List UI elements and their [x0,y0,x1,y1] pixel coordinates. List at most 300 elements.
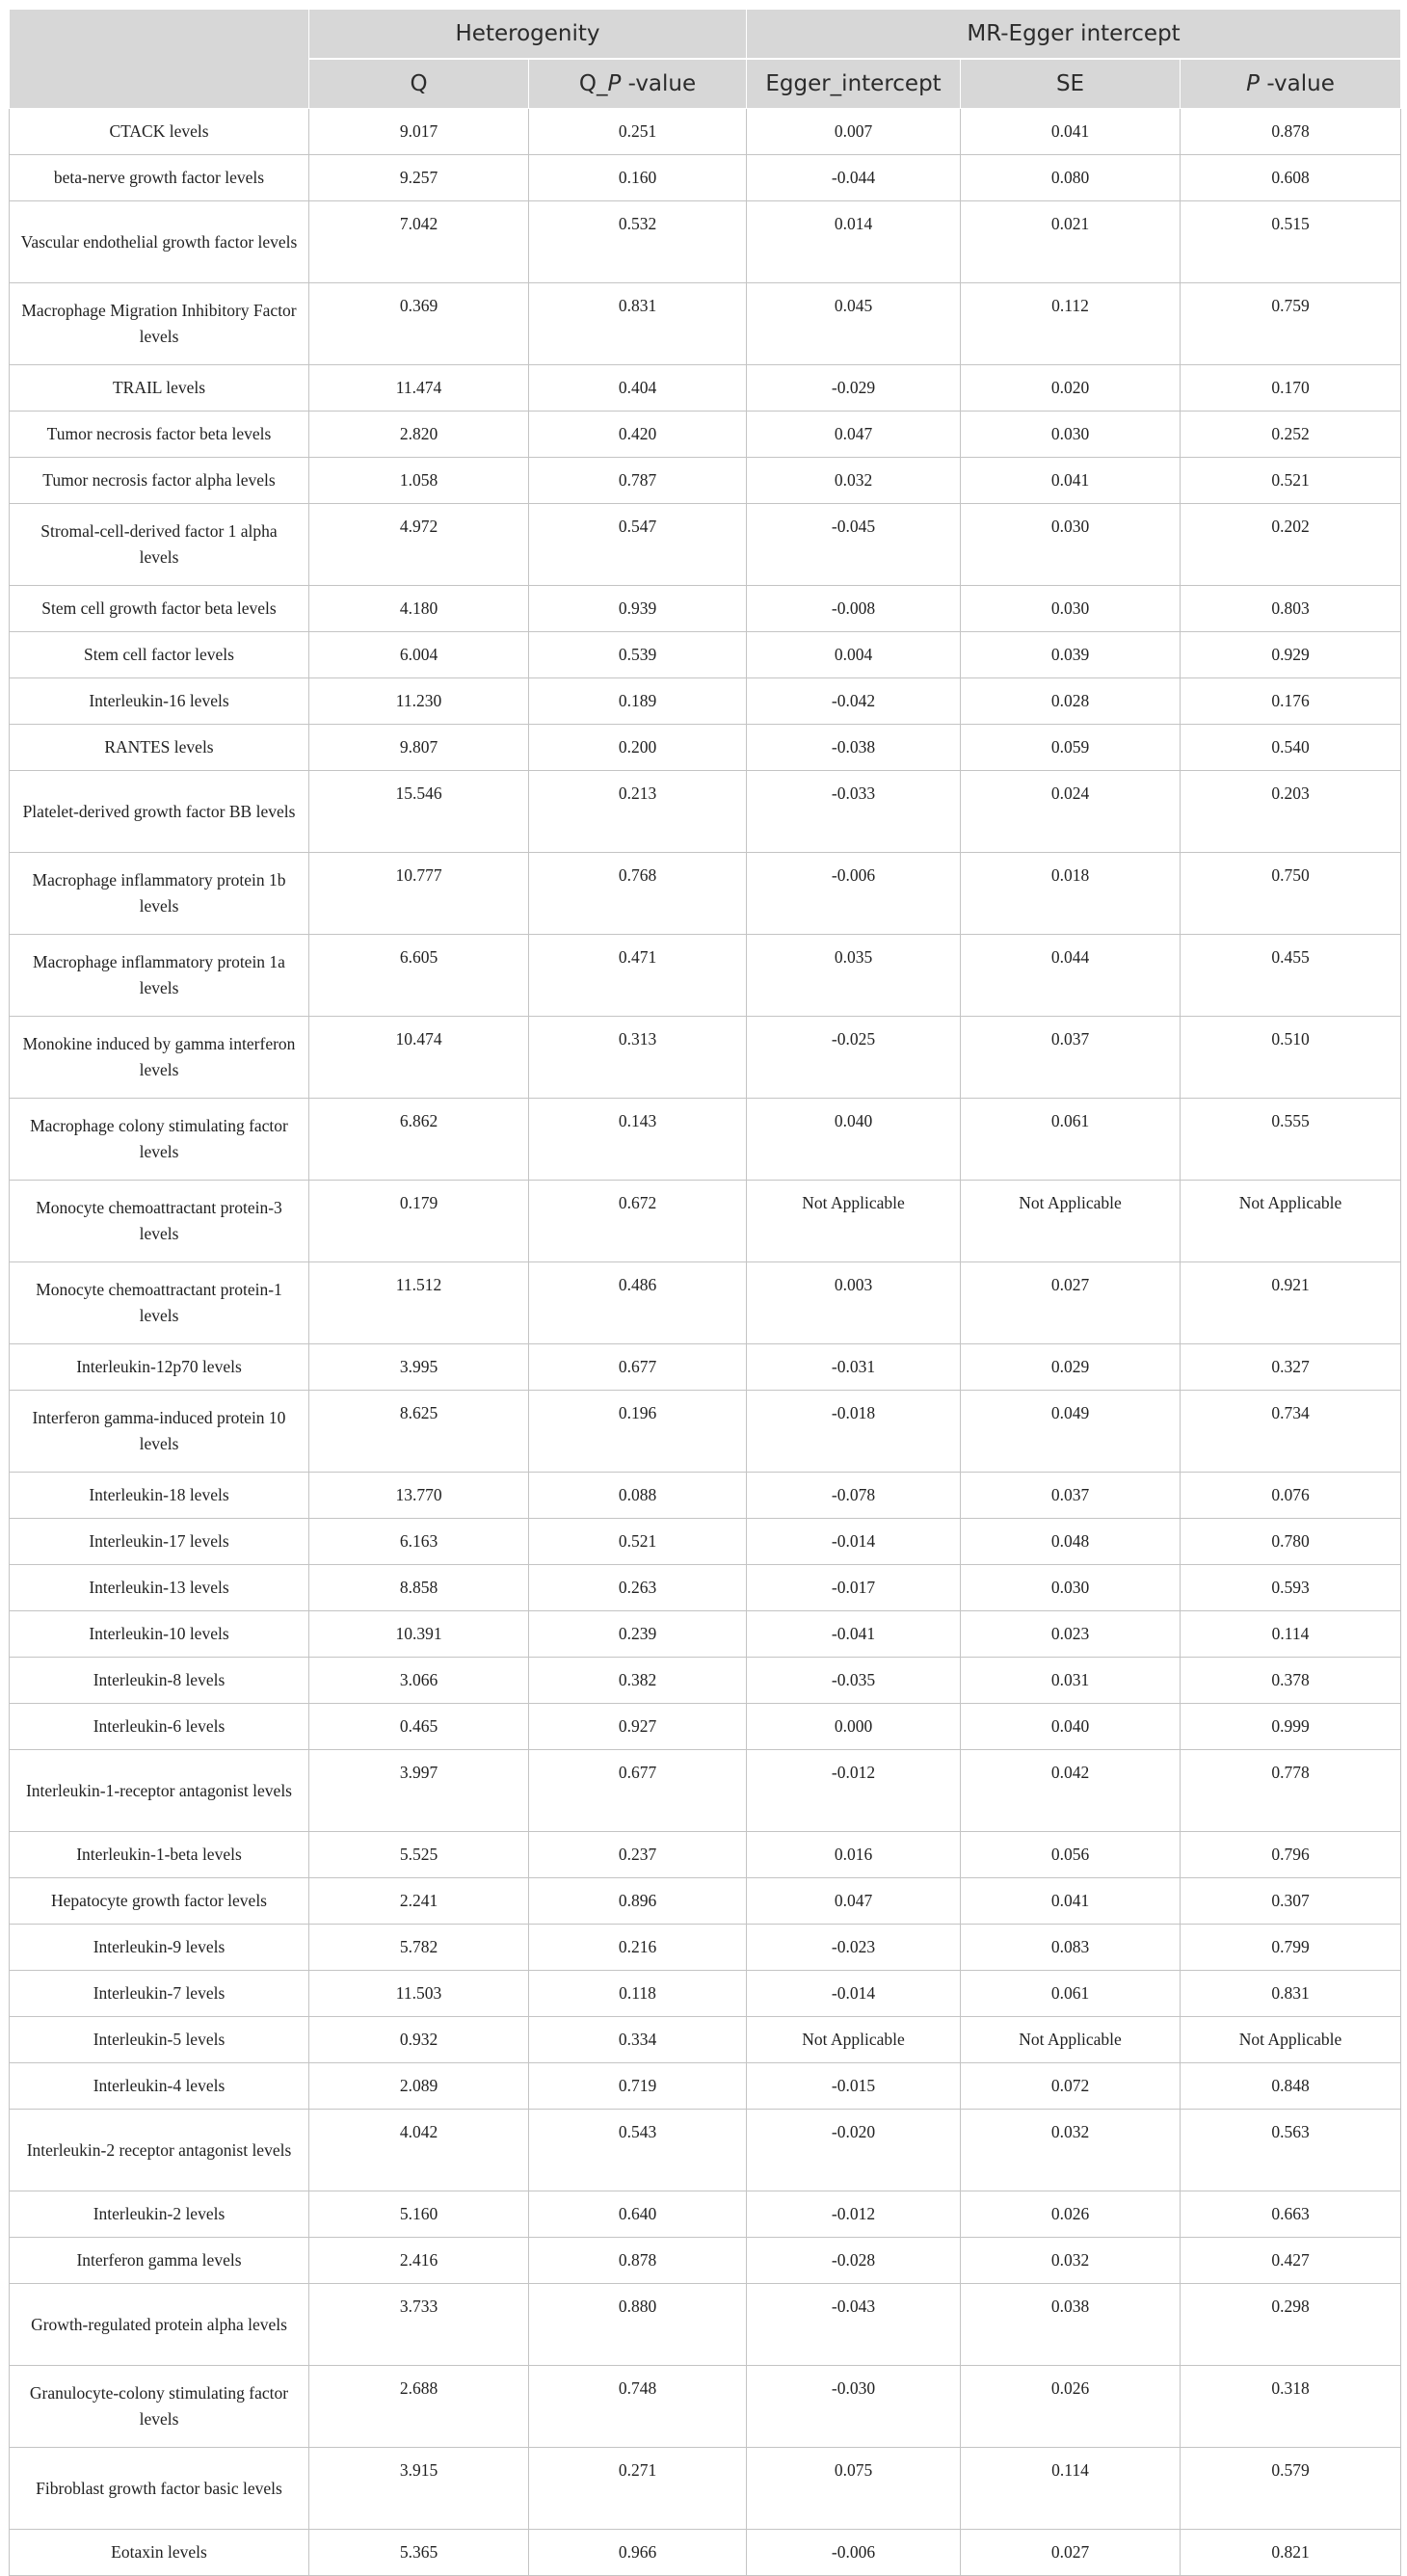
cytokine-cell: Macrophage colony stimulating factor levels [10,1099,309,1181]
q-cell: 8.858 [309,1565,529,1611]
table-row [10,1473,1401,1519]
se-cell: 0.112 [961,283,1181,365]
egger-intercept-cell: -0.025 [747,1017,961,1099]
egger-intercept-cell: -0.006 [747,853,961,935]
table-row [10,109,1401,155]
p-value-cell: 0.252 [1181,412,1401,458]
se-cell: 0.027 [961,2530,1181,2576]
table-row [10,1262,1401,1344]
cytokine-cell: Interleukin-10 levels [10,1611,309,1658]
cytokine-cell: Macrophage inflammatory protein 1b levels [10,853,309,935]
egger-intercept-cell: -0.028 [747,2238,961,2284]
p-value-cell: 0.170 [1181,365,1401,412]
p-value-cell: 0.427 [1181,2238,1401,2284]
p-value-cell: Not Applicable [1181,2017,1401,2063]
q-p-value-cell: 0.251 [529,109,747,155]
cytokine-cell: Interleukin-6 levels [10,1704,309,1750]
egger-intercept-cell: -0.014 [747,1519,961,1565]
q-cell: 7.042 [309,201,529,283]
p-value-cell: 0.203 [1181,771,1401,853]
table-row [10,1017,1401,1099]
egger-intercept-cell: -0.014 [747,1971,961,2017]
se-cell: 0.021 [961,201,1181,283]
q-p-value-cell: 0.748 [529,2366,747,2448]
q-p-value-cell: 0.420 [529,412,747,458]
egger-intercept-cell: Not Applicable [747,2017,961,2063]
table-row [10,1344,1401,1391]
q-p-value-cell: 0.927 [529,1704,747,1750]
table-row [10,283,1401,365]
q-p-value-cell: 0.313 [529,1017,747,1099]
cytokine-cell: Vascular endothelial growth factor levels [10,201,309,283]
se-cell: 0.041 [961,458,1181,504]
p-value-cell: 0.318 [1181,2366,1401,2448]
q-p-value-cell: 0.672 [529,1181,747,1262]
se-cell: 0.083 [961,1925,1181,1971]
q-cell: 0.465 [309,1704,529,1750]
se-cell: 0.040 [961,1704,1181,1750]
egger-intercept-cell: 0.035 [747,935,961,1017]
p-value-cell: 0.608 [1181,155,1401,201]
egger-intercept-cell: 0.032 [747,458,961,504]
q-p-value-cell: 0.966 [529,2530,747,2576]
cytokine-cell: Interferon gamma-induced protein 10 levels [10,1391,309,1473]
egger-intercept-cell: 0.075 [747,2448,961,2530]
egger-intercept-cell: -0.020 [747,2110,961,2191]
egger-intercept-cell: -0.017 [747,1565,961,1611]
table-row [10,201,1401,283]
se-cell: 0.032 [961,2110,1181,2191]
cytokine-cell: Macrophage inflammatory protein 1a levels [10,935,309,1017]
q-p-value-cell: 0.532 [529,201,747,283]
q-p-value-column-header [529,59,747,109]
p-value-cell: 0.076 [1181,1473,1401,1519]
q-cell: 5.365 [309,2530,529,2576]
egger-intercept-cell: -0.033 [747,771,961,853]
q-cell: 2.089 [309,2063,529,2110]
cytokine-cell: Hepatocyte growth factor levels [10,1878,309,1925]
cytokine-cell: Stem cell growth factor beta levels [10,586,309,632]
table-row [10,1391,1401,1473]
p-value-cell: 0.778 [1181,1750,1401,1832]
se-cell: 0.030 [961,1565,1181,1611]
egger-intercept-cell: 0.016 [747,1832,961,1878]
q-p-value-cell: 0.334 [529,2017,747,2063]
table-row [10,2017,1401,2063]
cytokine-cell: Monocyte chemoattractant protein-1 levels [10,1262,309,1344]
q-cell: 4.042 [309,2110,529,2191]
se-cell: 0.114 [961,2448,1181,2530]
table-row [10,935,1401,1017]
p-value-cell: 0.878 [1181,109,1401,155]
se-cell: 0.039 [961,632,1181,678]
p-value-cell: 0.455 [1181,935,1401,1017]
p-italic: P [1246,71,1261,96]
table-row [10,1971,1401,2017]
p-value-cell: 0.921 [1181,1262,1401,1344]
p-suffix: -value [1260,71,1335,96]
q-cell: 6.862 [309,1099,529,1181]
se-cell: 0.044 [961,935,1181,1017]
se-cell: 0.041 [961,109,1181,155]
cytokine-cell: Eotaxin levels [10,2530,309,2576]
table-row [10,458,1401,504]
cytokine-cell: Interferon gamma levels [10,2238,309,2284]
p-value-cell: 0.521 [1181,458,1401,504]
cytokine-cell: Macrophage Migration Inhibitory Factor levels [10,283,309,365]
se-cell: 0.030 [961,412,1181,458]
cytokine-cell: Stem cell factor levels [10,632,309,678]
q-p-value-cell: 0.213 [529,771,747,853]
table-row [10,1750,1401,1832]
se-cell: 0.032 [961,2238,1181,2284]
q-cell: 9.017 [309,109,529,155]
p-value-cell: 0.780 [1181,1519,1401,1565]
q-cell: 0.179 [309,1181,529,1262]
se-cell: 0.048 [961,1519,1181,1565]
se-cell: Not Applicable [961,1181,1181,1262]
table-row [10,586,1401,632]
se-cell: 0.023 [961,1611,1181,1658]
se-cell: 0.027 [961,1262,1181,1344]
q-p-value-cell: 0.547 [529,504,747,586]
q-p-value-cell: 0.521 [529,1519,747,1565]
p-value-cell: Not Applicable [1181,1181,1401,1262]
egger-intercept-cell: -0.029 [747,365,961,412]
se-cell: 0.049 [961,1391,1181,1473]
cytokine-cell: Tumor necrosis factor alpha levels [10,458,309,504]
q-cell: 2.820 [309,412,529,458]
q-cell: 2.416 [309,2238,529,2284]
p-value-cell: 0.540 [1181,725,1401,771]
p-value-cell: 0.593 [1181,1565,1401,1611]
q-p-value-cell: 0.768 [529,853,747,935]
p-value-cell: 0.202 [1181,504,1401,586]
q-p-value-cell: 0.543 [529,2110,747,2191]
p-value-cell: 0.307 [1181,1878,1401,1925]
egger-intercept-cell: 0.014 [747,201,961,283]
q-cell: 9.807 [309,725,529,771]
table-row [10,1704,1401,1750]
p-value-cell: 0.750 [1181,853,1401,935]
egger-intercept-cell: 0.007 [747,109,961,155]
table-row [10,2063,1401,2110]
cytokine-cell: Interleukin-8 levels [10,1658,309,1704]
q-cell: 11.503 [309,1971,529,2017]
p-value-cell: 0.799 [1181,1925,1401,1971]
q-cell: 11.512 [309,1262,529,1344]
egger-intercept-cell: 0.000 [747,1704,961,1750]
egger-intercept-cell: -0.045 [747,504,961,586]
egger-intercept-cell: -0.023 [747,1925,961,1971]
q-cell: 6.004 [309,632,529,678]
egger-intercept-cell: -0.008 [747,586,961,632]
p-value-cell: 0.378 [1181,1658,1401,1704]
table-row [10,365,1401,412]
p-value-cell: 0.515 [1181,201,1401,283]
q-cell: 10.474 [309,1017,529,1099]
se-cell: 0.059 [961,725,1181,771]
se-column-header: SE [961,59,1181,109]
p-value-cell: 0.176 [1181,678,1401,725]
se-cell: 0.026 [961,2366,1181,2448]
cytokine-cell: Interleukin-7 levels [10,1971,309,2017]
table-row [10,1925,1401,1971]
cytokine-cell: Stromal-cell-derived factor 1 alpha levels [10,504,309,586]
q-cell: 10.391 [309,1611,529,1658]
cytokine-cell: Interleukin-12p70 levels [10,1344,309,1391]
cytokine-cell: Interleukin-4 levels [10,2063,309,2110]
cytokine-cell: Interleukin-5 levels [10,2017,309,2063]
q-cell: 3.995 [309,1344,529,1391]
q-cell: 4.180 [309,586,529,632]
q-p-value-cell: 0.404 [529,365,747,412]
q-p-value-cell: 0.200 [529,725,747,771]
p-value-cell: 0.563 [1181,2110,1401,2191]
q-p-value-cell: 0.382 [529,1658,747,1704]
cytokine-cell: Granulocyte-colony stimulating factor levels [10,2366,309,2448]
q-p-value-cell: 0.539 [529,632,747,678]
p-value-cell: 0.848 [1181,2063,1401,2110]
cytokine-cell: beta-nerve growth factor levels [10,155,309,201]
se-cell: 0.031 [961,1658,1181,1704]
table-row [10,1611,1401,1658]
p-value-cell: 0.114 [1181,1611,1401,1658]
cytokine-cell: Interleukin-1-receptor antagonist levels [10,1750,309,1832]
cytokine-cell: Interleukin-17 levels [10,1519,309,1565]
egger-intercept-cell: -0.006 [747,2530,961,2576]
egger-intercept-cell: 0.004 [747,632,961,678]
p-value-cell: 0.831 [1181,1971,1401,2017]
q-cell: 9.257 [309,155,529,201]
q-cell: 5.782 [309,1925,529,1971]
q-cell: 10.777 [309,853,529,935]
p-value-cell: 0.555 [1181,1099,1401,1181]
cytokine-cell: CTACK levels [10,109,309,155]
egger-intercept-cell: 0.040 [747,1099,961,1181]
q-cell: 11.230 [309,678,529,725]
table-row [10,2284,1401,2366]
q-p-prefix: Q_ [578,71,608,96]
cytokine-cell: Interleukin-18 levels [10,1473,309,1519]
table-row [10,632,1401,678]
heterogeneity-group-header: Heterogenity [309,10,747,60]
se-cell: 0.020 [961,365,1181,412]
table-row [10,2530,1401,2576]
table-row [10,1565,1401,1611]
egger-intercept-cell: 0.047 [747,412,961,458]
egger-intercept-cell: -0.041 [747,1611,961,1658]
se-cell: 0.037 [961,1017,1181,1099]
q-cell: 5.525 [309,1832,529,1878]
se-cell: 0.041 [961,1878,1181,1925]
se-cell: 0.018 [961,853,1181,935]
se-cell: 0.080 [961,155,1181,201]
q-p-value-cell: 0.939 [529,586,747,632]
se-cell: 0.072 [961,2063,1181,2110]
q-cell: 3.997 [309,1750,529,1832]
q-p-value-cell: 0.640 [529,2191,747,2238]
se-cell: 0.061 [961,1971,1181,2017]
egger-intercept-cell: -0.078 [747,1473,961,1519]
q-cell: 1.058 [309,458,529,504]
cytokine-cell: Interleukin-2 receptor antagonist levels [10,2110,309,2191]
table-row [10,1832,1401,1878]
group-header-row [10,10,1401,60]
cytokine-cell: Monocyte chemoattractant protein-3 levels [10,1181,309,1262]
p-value-cell: 0.999 [1181,1704,1401,1750]
q-cell: 3.733 [309,2284,529,2366]
cytokine-cell: Growth-regulated protein alpha levels [10,2284,309,2366]
q-p-suffix: -value [621,71,697,96]
table-row [10,2191,1401,2238]
se-cell: 0.028 [961,678,1181,725]
p-value-cell: 0.929 [1181,632,1401,678]
table-row [10,2238,1401,2284]
p-value-cell: 0.663 [1181,2191,1401,2238]
se-cell: 0.030 [961,504,1181,586]
p-value-cell: 0.298 [1181,2284,1401,2366]
table-row [10,853,1401,935]
se-cell: 0.026 [961,2191,1181,2238]
q-p-value-cell: 0.189 [529,678,747,725]
q-p-italic: P [607,71,622,96]
table-row [10,678,1401,725]
cytokine-cell: RANTES levels [10,725,309,771]
q-cell: 11.474 [309,365,529,412]
q-cell: 3.915 [309,2448,529,2530]
p-value-column-header [1181,59,1401,109]
cytokine-cell: Fibroblast growth factor basic levels [10,2448,309,2530]
table-row [10,1658,1401,1704]
se-cell: 0.042 [961,1750,1181,1832]
q-p-value-cell: 0.239 [529,1611,747,1658]
egger-intercept-cell: -0.044 [747,155,961,201]
cytokine-cell: Interleukin-1-beta levels [10,1832,309,1878]
q-p-value-cell: 0.677 [529,1344,747,1391]
q-p-value-cell: 0.216 [529,1925,747,1971]
egger-intercept-cell: -0.035 [747,1658,961,1704]
se-cell: 0.024 [961,771,1181,853]
cytokine-cell: Platelet-derived growth factor BB levels [10,771,309,853]
table-row [10,1878,1401,1925]
table-body [10,109,1401,2576]
q-column-header: Q [309,59,529,109]
q-p-value-cell: 0.196 [529,1391,747,1473]
q-p-value-cell: 0.878 [529,2238,747,2284]
q-p-value-cell: 0.471 [529,935,747,1017]
egger-intercept-cell: -0.043 [747,2284,961,2366]
egger-intercept-cell: -0.031 [747,1344,961,1391]
table-row [10,2448,1401,2530]
p-value-cell: 0.327 [1181,1344,1401,1391]
q-cell: 2.241 [309,1878,529,1925]
results-table [9,9,1401,2576]
q-p-value-cell: 0.896 [529,1878,747,1925]
q-p-value-cell: 0.880 [529,2284,747,2366]
egger-intercept-cell: -0.030 [747,2366,961,2448]
q-cell: 2.688 [309,2366,529,2448]
q-cell: 13.770 [309,1473,529,1519]
cytokine-cell: TRAIL levels [10,365,309,412]
q-p-value-cell: 0.263 [529,1565,747,1611]
se-cell: 0.061 [961,1099,1181,1181]
q-cell: 5.160 [309,2191,529,2238]
p-value-cell: 0.759 [1181,283,1401,365]
cytokine-cell: Monokine induced by gamma interferon levels [10,1017,309,1099]
egger-intercept-cell: -0.042 [747,678,961,725]
q-p-value-cell: 0.719 [529,2063,747,2110]
egger-intercept-cell: -0.012 [747,1750,961,1832]
q-p-value-cell: 0.787 [529,458,747,504]
egger-intercept-cell: 0.047 [747,1878,961,1925]
q-cell: 3.066 [309,1658,529,1704]
table-row [10,1099,1401,1181]
cytokine-cell: Interleukin-2 levels [10,2191,309,2238]
cytokine-cell: Interleukin-9 levels [10,1925,309,1971]
egger-intercept-cell: -0.018 [747,1391,961,1473]
table-row [10,771,1401,853]
egger-intercept-cell: -0.038 [747,725,961,771]
se-cell: Not Applicable [961,2017,1181,2063]
egger-intercept-cell: -0.015 [747,2063,961,2110]
q-cell: 15.546 [309,771,529,853]
q-p-value-cell: 0.118 [529,1971,747,2017]
se-cell: 0.037 [961,1473,1181,1519]
q-cell: 6.605 [309,935,529,1017]
table-row [10,2110,1401,2191]
q-cell: 0.369 [309,283,529,365]
p-value-cell: 0.734 [1181,1391,1401,1473]
label-column-header [10,10,309,109]
p-value-cell: 0.796 [1181,1832,1401,1878]
mr-egger-group-header: MR-Egger intercept [747,10,1401,60]
table-header [10,10,1401,109]
p-value-cell: 0.579 [1181,2448,1401,2530]
q-cell: 0.932 [309,2017,529,2063]
q-p-value-cell: 0.831 [529,283,747,365]
q-p-value-cell: 0.088 [529,1473,747,1519]
egger-intercept-cell: 0.003 [747,1262,961,1344]
p-value-cell: 0.821 [1181,2530,1401,2576]
q-cell: 8.625 [309,1391,529,1473]
q-p-value-cell: 0.160 [529,155,747,201]
table-row [10,412,1401,458]
table-row [10,2366,1401,2448]
se-cell: 0.029 [961,1344,1181,1391]
se-cell: 0.038 [961,2284,1181,2366]
egger-intercept-cell: -0.012 [747,2191,961,2238]
q-p-value-cell: 0.143 [529,1099,747,1181]
q-p-value-cell: 0.486 [529,1262,747,1344]
table-row [10,504,1401,586]
cytokine-cell: Interleukin-16 levels [10,678,309,725]
p-value-cell: 0.803 [1181,586,1401,632]
se-cell: 0.056 [961,1832,1181,1878]
q-cell: 4.972 [309,504,529,586]
egger-intercept-column-header: Egger_intercept [747,59,961,109]
se-cell: 0.030 [961,586,1181,632]
table-row [10,155,1401,201]
table-row [10,1181,1401,1262]
q-p-value-cell: 0.237 [529,1832,747,1878]
cytokine-cell: Interleukin-13 levels [10,1565,309,1611]
egger-intercept-cell: Not Applicable [747,1181,961,1262]
q-cell: 6.163 [309,1519,529,1565]
p-value-cell: 0.510 [1181,1017,1401,1099]
cytokine-cell: Tumor necrosis factor beta levels [10,412,309,458]
egger-intercept-cell: 0.045 [747,283,961,365]
